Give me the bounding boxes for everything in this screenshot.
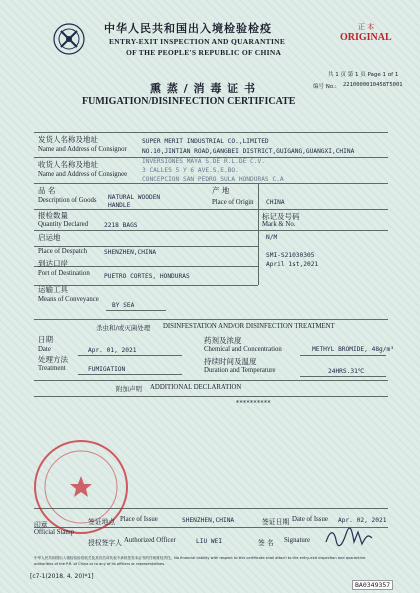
certificate-title-en: FUMIGATION/DISINFECTION CERTIFICATE <box>82 96 296 107</box>
original-label-en: ORIGINAL <box>340 32 392 43</box>
certificate-title-cn: 熏 蒸 / 消 毒 证 书 <box>150 82 256 95</box>
disclaimer-line-1: 中华人民共和国出入境检验检疫机关及其官员或代表不承担签发本证书的任何财经责任。No financial liability with respect to this certificate shall attach to the entry-exit inspection and quarantine <box>34 556 366 560</box>
treatment-header-cn: 杀虫和/或灭菌处理 <box>96 324 151 332</box>
additional-label-en: ADDITIONAL DECLARATION <box>150 384 242 391</box>
chemical-label-en: Chemical and Concentration <box>204 346 282 353</box>
origin-value: CHINA <box>266 199 285 206</box>
origin-label-en: Place of Origin <box>212 199 254 206</box>
header-title-en-2: OF THE PEOPLE'S REPUBLIC OF CHINA <box>126 48 282 57</box>
signature-label-en: Signature <box>284 537 311 544</box>
goods-value-1: NATURAL WOODEN <box>108 194 161 201</box>
consignee-label-cn: 收货人名称及地址 <box>38 160 98 169</box>
marks-label-cn: 标记及号码 <box>262 212 300 221</box>
additional-value: ********** <box>236 400 271 407</box>
despatch-label-cn: 启运地 <box>38 233 61 242</box>
officer-value: LIU WEI <box>196 538 223 545</box>
stamp-label-en: Official Stamp <box>34 529 75 536</box>
goods-label-en: Description of Goods <box>38 197 97 204</box>
officer-label-cn: 授权签字人 <box>88 539 122 547</box>
despatch-label-en: Place of Despatch <box>38 248 88 255</box>
duration-value: 24HRS.31℃ <box>328 368 365 375</box>
reference-date: April 1st,2021 <box>266 261 319 268</box>
additional-label-cn: 附加声明 <box>116 385 142 393</box>
issue-date-label-en: Date of Issue <box>292 516 328 523</box>
conveyance-label-en: Means of Conveyance <box>38 296 99 303</box>
issue-place-label-cn: 签证地点 <box>88 518 116 526</box>
issue-date-value: Apr. 02, 2021 <box>338 517 387 524</box>
duration-label-en: Duration and Temperature <box>204 367 276 374</box>
consignee-label-en: Name and Address of Consignee <box>38 171 128 178</box>
consignee-name: INVERSIONES MAYA S.DE R.L.DE C.V. <box>142 158 265 165</box>
consignor-label-cn: 发货人名称及地址 <box>38 135 98 144</box>
consignee-address-2: CONCEPCION SAN PEDRO SULA HONDURAS C.A <box>142 176 284 183</box>
page-info: 共 1 页 第 1 页 Page 1 of 1 <box>328 72 399 78</box>
destination-label-cn: 到达口岸 <box>38 259 68 268</box>
conveyance-label-cn: 运输工具 <box>38 285 68 294</box>
marks-label-en: Mark & No. <box>262 221 296 228</box>
conveyance-value: BY SEA <box>112 302 135 309</box>
quantity-value: 2218 BAGS <box>104 222 138 229</box>
issue-place-label-en: Place of Issue <box>120 516 158 523</box>
quantity-label-cn: 报检数量 <box>38 211 68 220</box>
date-label-cn: 日期 <box>38 335 53 344</box>
origin-label-cn: 产 地 <box>212 186 230 195</box>
form-number: [c7-1(2018. 4. 20)*1] <box>30 573 94 580</box>
chemical-value: METHYL BROMIDE, 48g/m³ <box>312 346 394 353</box>
serial-label: 编号 No.: <box>313 84 337 90</box>
handwritten-signature <box>322 526 374 548</box>
consignor-name: SUPER MERIT INDUSTRIAL CO.,LIMITED <box>142 138 269 145</box>
issue-date-label-cn: 签证日期 <box>262 518 290 526</box>
ciq-emblem-icon <box>52 22 86 56</box>
duration-label-cn: 持续时间及温度 <box>204 357 257 366</box>
original-label-cn: 正 本 <box>358 23 375 31</box>
header-title-en-1: ENTRY-EXIT INSPECTION AND QUARANTINE <box>109 37 286 46</box>
goods-value-2: HANDLE <box>108 202 131 209</box>
header-title-cn: 中华人民共和国出入境检验检疫 <box>104 22 272 35</box>
barcode-number: BA0349357 <box>352 580 393 590</box>
chemical-label-cn: 药剂及浓度 <box>204 336 242 345</box>
officer-label-en: Authorized Officer <box>124 537 176 544</box>
method-label-cn: 处理方法 <box>38 355 68 364</box>
destination-value: PUETRO CORTES, HONDURAS <box>104 273 190 280</box>
consignor-label-en: Name and Address of Consignor <box>38 146 127 153</box>
treatment-header-en: DISINFESTATION AND/OR DISINFECTION TREATMENT <box>163 323 335 330</box>
destination-label-en: Port of Destination <box>38 270 90 277</box>
reference-number: SMI-S21030305 <box>266 252 315 259</box>
consignee-address-1: 3 CALLES 5 Y 6 AVE.S.E.BO. <box>142 167 239 174</box>
quantity-label-en: Quantity Declared <box>38 221 89 228</box>
treatment-date-value: Apr. 01, 2021 <box>88 347 137 354</box>
stamp-label-cn: 印章 <box>34 521 48 529</box>
serial-number: 2210000010458T5001 <box>343 82 403 88</box>
despatch-value: SHENZHEN,CHINA <box>104 249 157 256</box>
signature-label-cn: 签 名 <box>258 539 274 547</box>
disclaimer-line-2: authorities of the P.R. of China or to any of its officers or representatives. <box>34 562 166 566</box>
consignor-address: NO.10,JINTIAN ROAD,GANGBEI DISTRICT,GUIGANG,GUANGXI,CHINA <box>142 148 355 155</box>
method-value: FUMIGATION <box>88 366 126 373</box>
issue-place-value: SHENZHEN,CHINA <box>182 517 235 524</box>
method-label-en: Treatment <box>38 365 66 372</box>
marks-value: N/M <box>266 234 278 241</box>
goods-label-cn: 品 名 <box>38 186 56 195</box>
date-label-en: Date <box>38 346 51 353</box>
